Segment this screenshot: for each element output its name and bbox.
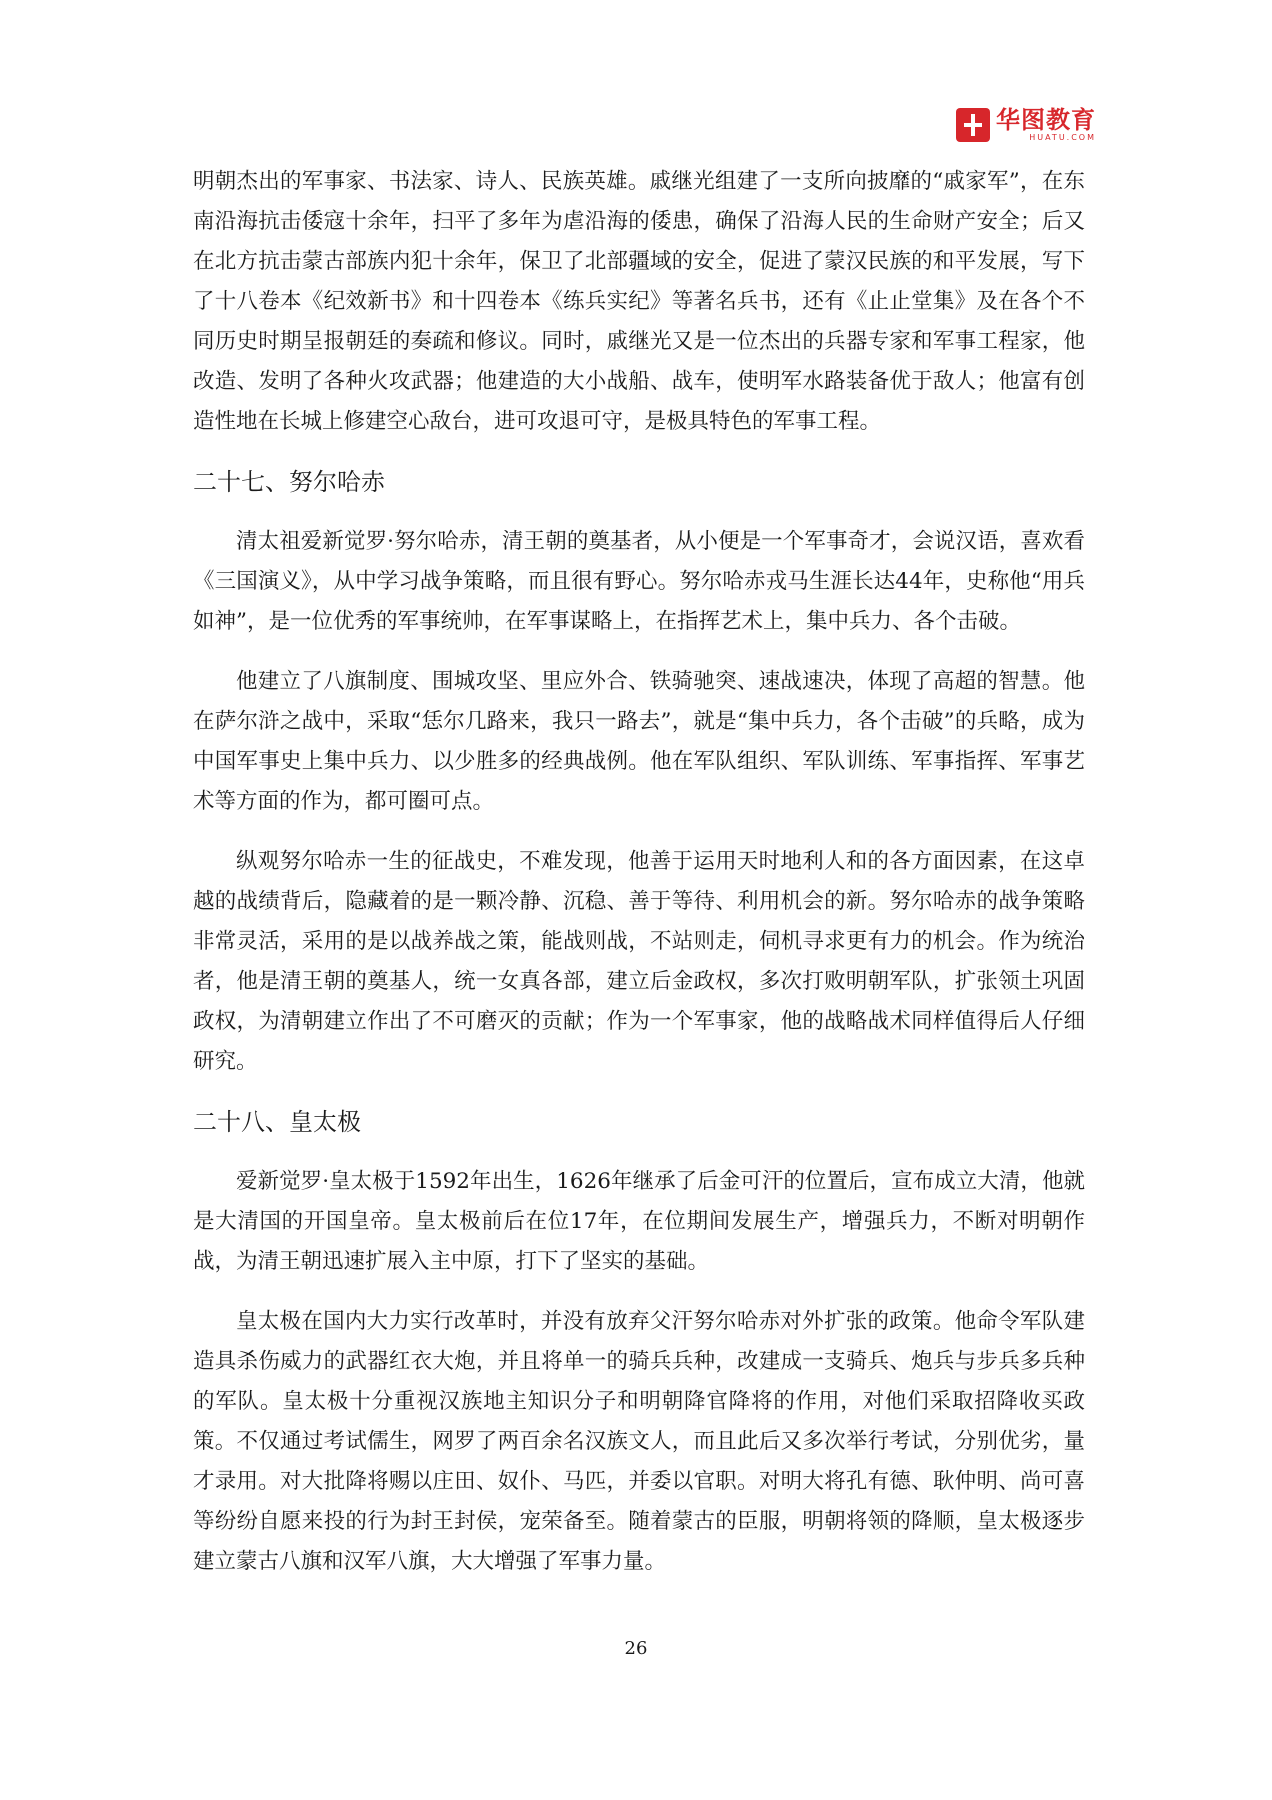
logo-title: 华图教育 — [996, 106, 1096, 134]
document-body — [193, 162, 1085, 1602]
paragraph-hong-taiji-intro: 爱新觉罗·皇太极于1592年出生，1626年继承了后金可汗的位置后，宣布成立大清，他就是大清国的开国皇帝。皇太极前后在位17年，在位期间发展生产，增强兵力，不断对明朝作战，为清王朝迅速扩展入主中原，打下了坚实的基础。 — [193, 1169, 1085, 1274]
paragraph-hong-taiji-reform: 皇太极在国内大力实行改革时，并没有放弃父汗努尔哈赤对外扩张的政策。他命令军队建造具杀伤威力的武器红衣大炮，并且将单一的骑兵兵种，改建成一支骑兵、炮兵与步兵多兵种的军队。皇太极十分重视汉族地主知识分子和明朝降官降将的作用，对他们采取招降收买政策。不仅通过考试儒生，网罗了两百余名汉族文人，而且此后又多次举行考试，分别优劣，量才录用。对大批降将赐以庄田、奴仆、马匹，并委以官职。对明大将孔有德、耿仲明、尚可喜等纷纷自愿来投的行为封王封侯，宠荣备至。随着蒙古的臣服，明朝将领的降顺，皇太极逐步建立蒙古八旗和汉军八旗，大大增强了军事力量。 — [193, 1309, 1085, 1574]
paragraph-nurhaci-intro: 清太祖爱新觉罗·努尔哈赤，清王朝的奠基者，从小便是一个军事奇才，会说汉语，喜欢看《三国演义》，从中学习战争策略，而且很有野心。努尔哈赤戎马生涯长达44年，史称他“用兵如神”，是一位优秀的军事统帅，在军事谋略上，在指挥艺术上，集中兵力、各个击破。 — [193, 529, 1085, 634]
logo-subtitle: HUATU.COM — [1029, 133, 1096, 142]
huatu-logo — [956, 108, 1096, 142]
page-number: 26 — [624, 1638, 648, 1659]
huatu-logo-icon — [956, 108, 990, 142]
paragraph-qi-jiguang: 明朝杰出的军事家、书法家、诗人、民族英雄。戚继光组建了一支所向披靡的“戚家军”，在东南沿海抗击倭寇十余年，扫平了多年为虐沿海的倭患，确保了沿海人民的生命财产安全；后又在北方抗击蒙古部族内犯十余年，保卫了北部疆域的安全，促进了蒙汉民族的和平发展，写下了十八卷本《纪效新书》和十四卷本《练兵实纪》等著名兵书，还有《止止堂集》及在各个不同历史时期呈报朝廷的奏疏和修议。同时，戚继光又是一位杰出的兵器专家和军事工程家，他改造、发明了各种火攻武器；他建造的大小战船、战车，使明军水路装备优于敌人；他富有创造性地在长城上修建空心敌台，进可攻退可守，是极具特色的军事工程。 — [193, 169, 1085, 434]
section-heading-hong-taiji: 二十八、皇太极 — [193, 1108, 361, 1136]
paragraph-nurhaci-strategy: 他建立了八旗制度、围城攻坚、里应外合、铁骑驰突、速战速决，体现了高超的智慧。他在萨尔浒之战中，采取“恁尔几路来，我只一路去”，就是“集中兵力，各个击破”的兵略，成为中国军事史上集中兵力、以少胜多的经典战例。他在军队组织、军队训练、军事指挥、军事艺术等方面的作为，都可圈可点。 — [193, 669, 1085, 814]
paragraph-nurhaci-summary: 纵观努尔哈赤一生的征战史，不难发现，他善于运用天时地利人和的各方面因素，在这卓越的战绩背后，隐藏着的是一颗冷静、沉稳、善于等待、利用机会的新。努尔哈赤的战争策略非常灵活，采用的是以战养战之策，能战则战，不站则走，伺机寻求更有力的机会。作为统治者，他是清王朝的奠基人，统一女真各部，建立后金政权，多次打败明朝军队，扩张领土巩固政权，为清朝建立作出了不可磨灭的贡献；作为一个军事家，他的战略战术同样值得后人仔细研究。 — [193, 849, 1085, 1074]
section-heading-nurhaci: 二十七、努尔哈赤 — [193, 468, 385, 496]
logo-text-block — [996, 108, 1096, 142]
